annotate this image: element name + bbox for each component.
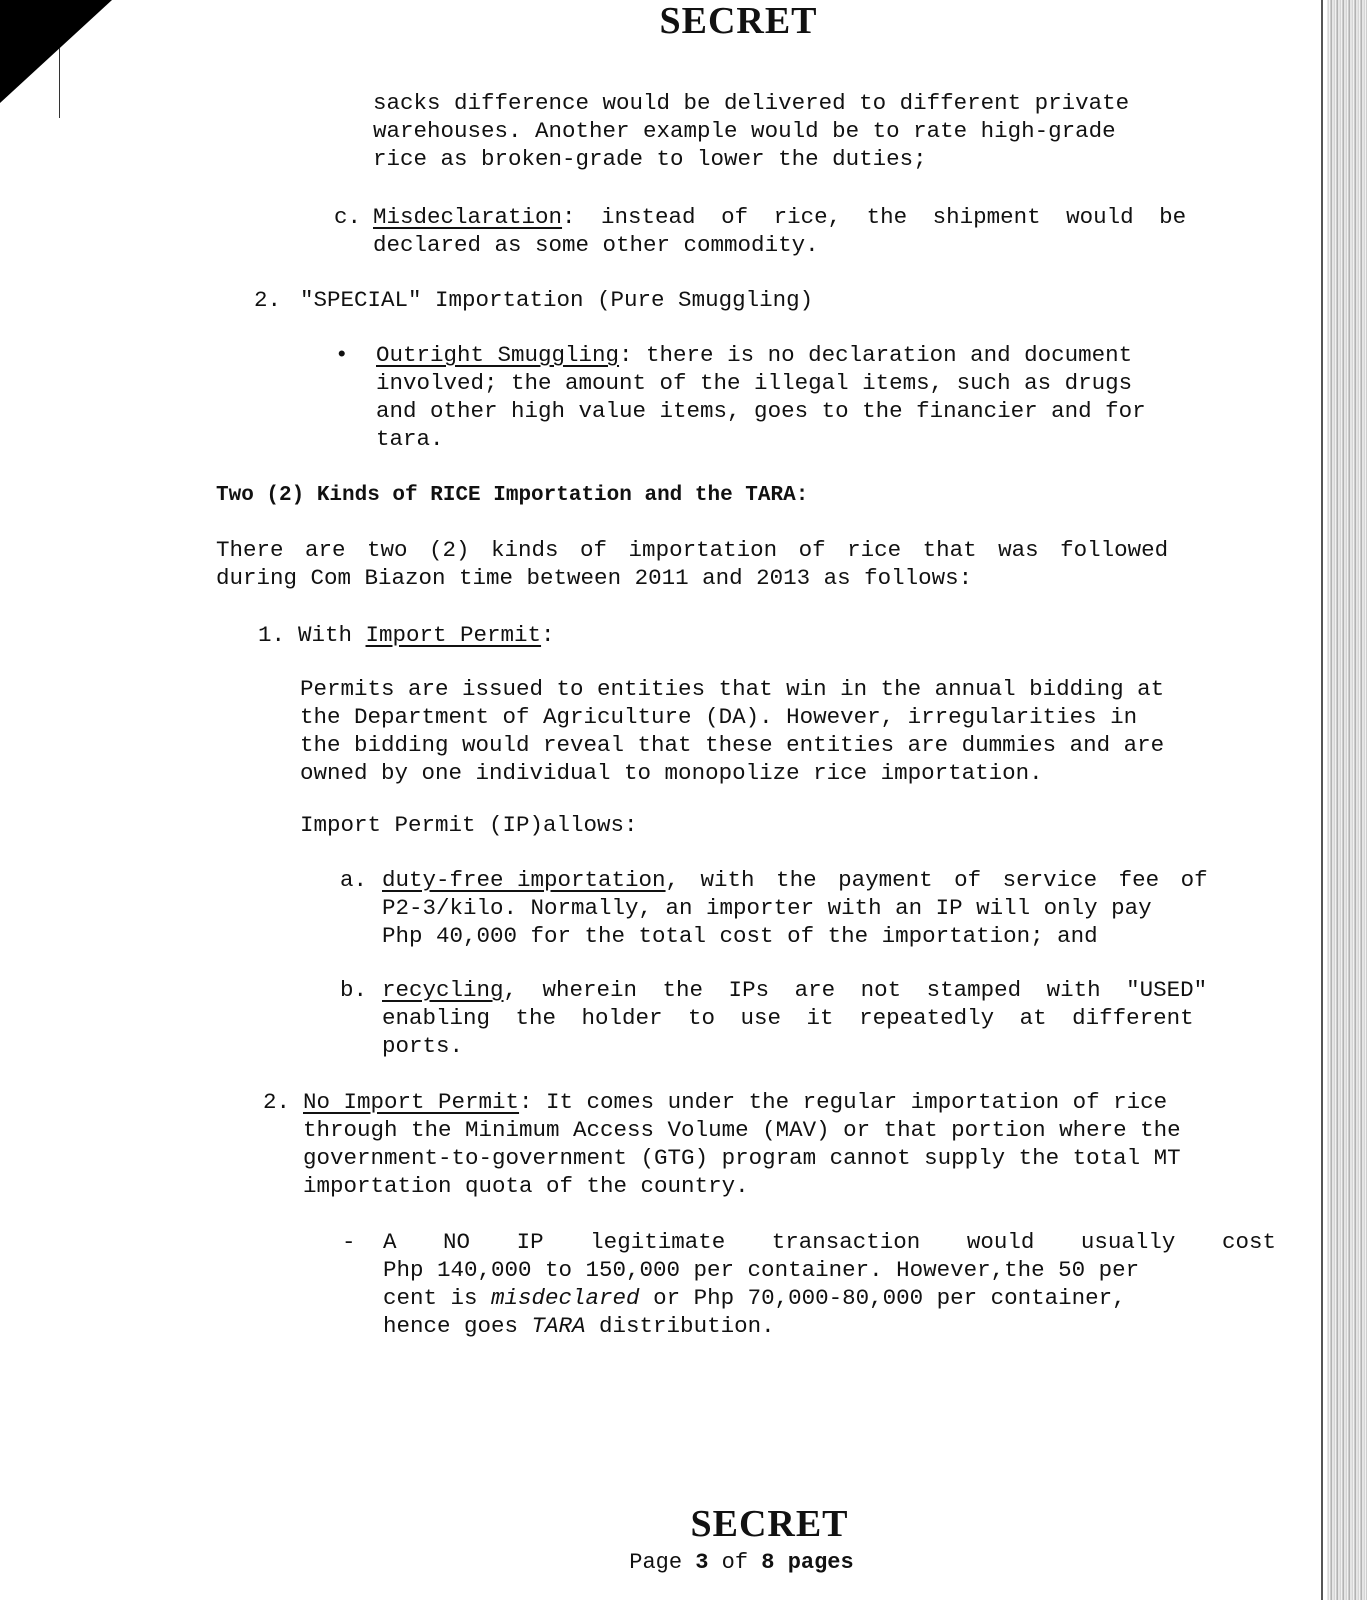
term-duty-free: duty-free importation	[382, 867, 666, 893]
dash-marker: -	[342, 1229, 356, 1255]
text-line: rice as broken-grade to lower the duties;	[373, 146, 927, 172]
scan-edge-line	[1321, 0, 1323, 1600]
text-line: enabling the holder to use it repeatedly at different	[382, 1005, 1194, 1031]
ip-a-letter: a.	[340, 867, 368, 893]
term-no-import-permit: No Import Permit	[303, 1089, 520, 1115]
text-line: tara.	[376, 426, 444, 452]
text-line: the bidding would reveal that these entities are dummies and are	[300, 732, 1165, 758]
no-ip-transaction-paragraph	[383, 1228, 1276, 1340]
section-heading-two-kinds: Two (2) Kinds of RICE Importation and the TARA:	[216, 484, 809, 507]
term-misdeclaration: Misdeclaration	[373, 204, 563, 230]
text-line: No Import Permit: It comes under the regular importation of rice	[303, 1089, 1168, 1115]
ip-a-duty-free	[382, 866, 1274, 950]
text-line: There are two (2) kinds of importation of rice that was followed	[216, 537, 1169, 563]
text-line: Php 140,000 to 150,000 per container. However,the 50 per	[383, 1257, 1140, 1283]
no-import-permit-paragraph	[303, 1088, 1275, 1200]
outright-smuggling-bullet	[376, 341, 1268, 453]
text-line: cent is misdeclared or Php 70,000-80,000 per container,	[383, 1285, 1126, 1311]
text-line: Misdeclaration: instead of rice, the shipment would be	[373, 204, 1187, 230]
scan-mark	[59, 48, 60, 118]
intro-paragraph	[216, 536, 1271, 592]
text-line: during Com Biazon time between 2011 and 2013 as follows:	[216, 565, 973, 591]
text-line: through the Minimum Access Volume (MAV) or that portion where the	[303, 1117, 1181, 1143]
text-line: sacks difference would be delivered to different private	[373, 90, 1130, 116]
header-classification: SECRET	[659, 0, 818, 42]
text-line: duty-free importation, with the payment of service fee of	[382, 867, 1208, 893]
item-c-letter: c.	[334, 204, 362, 230]
item-1-with-import-permit: With Import Permit:	[298, 622, 555, 648]
ip-b-letter: b.	[340, 977, 368, 1003]
text-line: Php 40,000 for the total cost of the importation; and	[382, 923, 1098, 949]
text-line: government-to-government (GTG) program cannot supply the total MT	[303, 1145, 1181, 1171]
text-line: Outright Smuggling: there is no declaration and document	[376, 342, 1133, 368]
text-line: Permits are issued to entities that win in the annual bidding at	[300, 676, 1165, 702]
text-line: involved; the amount of the illegal items, such as drugs	[376, 370, 1133, 396]
page-number: Page 3 of 8 pages	[629, 1550, 854, 1575]
item-2-number: 2.	[254, 287, 282, 313]
text-line: recycling, wherein the IPs are not stamped with "USED"	[382, 977, 1208, 1003]
item-c-misdeclaration	[373, 203, 1265, 259]
text-line: the Department of Agriculture (DA). However, irregularities in	[300, 704, 1138, 730]
term-outright-smuggling: Outright Smuggling	[376, 342, 620, 368]
term-import-permit: Import Permit	[365, 622, 542, 648]
text-line: warehouses. Another example would be to rate high-grade	[373, 118, 1116, 144]
bullet-icon: •	[335, 342, 349, 368]
ip-allows-heading: Import Permit (IP)allows:	[300, 812, 638, 838]
section-a-continuation	[373, 89, 1265, 173]
term-recycling: recycling	[382, 977, 504, 1003]
text-line: hence goes TARA distribution.	[383, 1313, 775, 1339]
text-line: ports.	[382, 1033, 464, 1059]
scan-edge-artifact	[1327, 0, 1367, 1600]
text-line: and other high value items, goes to the financier and for	[376, 398, 1146, 424]
item-2-special-importation: "SPECIAL" Importation (Pure Smuggling)	[300, 287, 814, 313]
item-1-number: 1.	[258, 622, 286, 648]
item-2-no-permit-number: 2.	[263, 1089, 291, 1115]
permits-paragraph	[300, 675, 1273, 787]
text-line: importation quota of the country.	[303, 1173, 749, 1199]
text-line: owned by one individual to monopolize rice importation.	[300, 760, 1043, 786]
text-line: A NO IP legitimate transaction would usually cost	[383, 1229, 1276, 1255]
ip-b-recycling	[382, 976, 1274, 1060]
footer-classification: SECRET	[690, 1503, 849, 1545]
text-line: declared as some other commodity.	[373, 232, 819, 258]
text-line: P2-3/kilo. Normally, an importer with an IP will only pay	[382, 895, 1152, 921]
